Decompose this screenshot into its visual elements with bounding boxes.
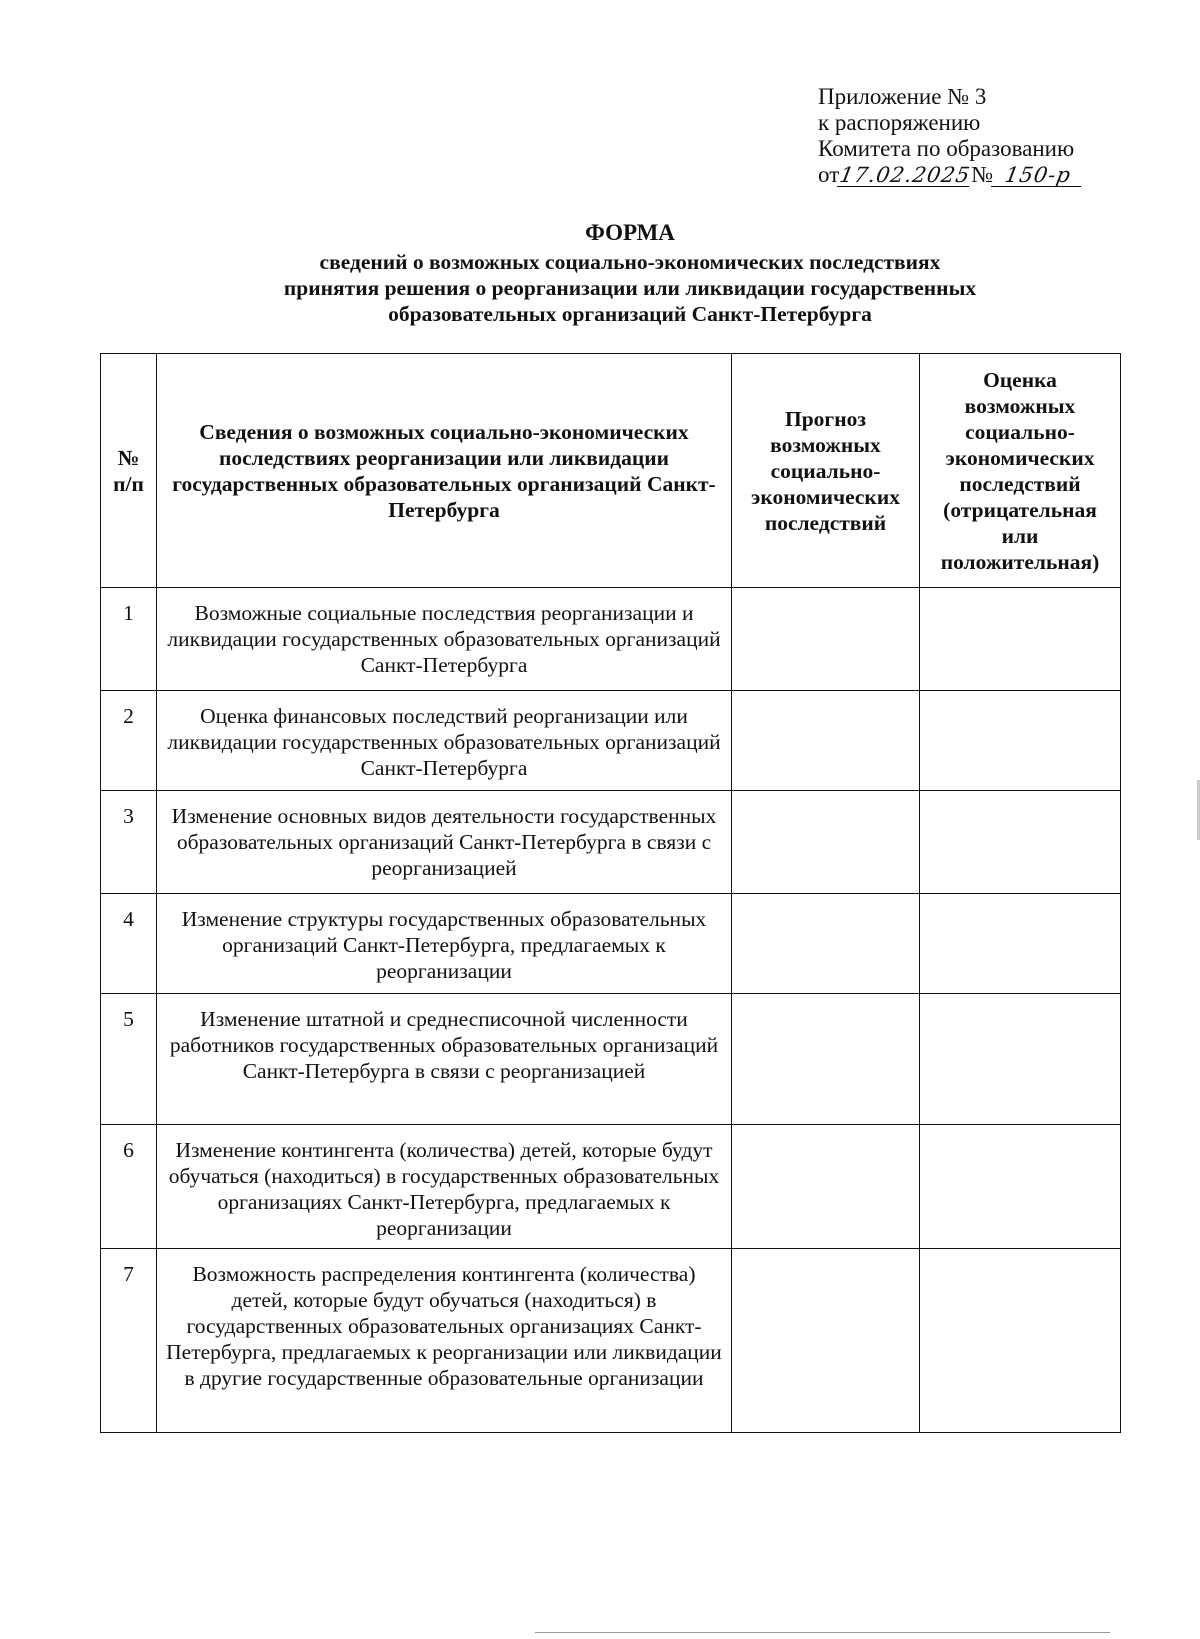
consequences-table	[100, 353, 1121, 1433]
row-forecast-cell[interactable]	[732, 994, 920, 1125]
table-row	[101, 1125, 1121, 1249]
table-row	[101, 691, 1121, 791]
row-number: 5	[101, 994, 157, 1125]
table-header-row	[101, 354, 1121, 588]
row-forecast-cell[interactable]	[732, 1125, 920, 1249]
row-text: Возможность распределения контингента (количества) детей, которые будут обучаться (находиться) в государственных образовательных организациях Санкт-Петербурга, предлагаемых к реорганизации или ликвидации в другие государственные образовательные организации	[157, 1249, 732, 1433]
row-text: Изменение контингента (количества) детей, которые будут обучаться (находиться) в государственных образовательных организациях Санкт-Петербурга, предлагаемых к реорганизации	[157, 1125, 732, 1249]
row-assessment-cell[interactable]	[920, 894, 1121, 994]
row-number: 4	[101, 894, 157, 994]
form-subtitle-line-1: сведений о возможных социально-экономических последствиях	[319, 250, 941, 274]
appendix-committee: Комитета по образованию	[818, 136, 1075, 161]
table-row	[101, 1249, 1121, 1433]
appendix-date-number-line	[818, 162, 1178, 188]
row-text: Изменение основных видов деятельности государственных образовательных организаций Санкт-Петербурга в связи с реорганизацией	[157, 791, 732, 894]
scan-bottom-rule	[535, 1632, 1110, 1633]
header-info: Сведения о возможных социально-экономических последствиях реорганизации или ликвидации государственных образовательных организаций Санкт-Петербурга	[157, 354, 732, 588]
appendix-order-ref: к распоряжению	[818, 110, 981, 135]
handwritten-number: 150-р	[991, 164, 1085, 187]
row-text: Изменение штатной и среднесписочной численности работников государственных образовательных организаций Санкт-Петербурга в связи с реорганизацией	[157, 994, 732, 1125]
row-forecast-cell[interactable]	[732, 791, 920, 894]
form-heading: ФОРМА	[585, 220, 675, 245]
table-row	[101, 994, 1121, 1125]
header-forecast: Прогноз возможных социально-экономических последствий	[732, 354, 920, 588]
form-title-block	[150, 220, 1110, 327]
row-text: Оценка финансовых последствий реорганизации или ликвидации государственных образовательных организаций Санкт-Петербурга	[157, 691, 732, 791]
row-assessment-cell[interactable]	[920, 791, 1121, 894]
row-assessment-cell[interactable]	[920, 588, 1121, 691]
table-row	[101, 791, 1121, 894]
row-assessment-cell[interactable]	[920, 1249, 1121, 1433]
row-number: 1	[101, 588, 157, 691]
appendix-title: Приложение № 3	[818, 84, 987, 109]
handwritten-date: 17.02.2025	[838, 163, 973, 187]
table-row	[101, 588, 1121, 691]
row-number: 6	[101, 1125, 157, 1249]
header-number: № п/п	[101, 354, 157, 588]
date-prefix: от	[818, 162, 840, 187]
row-assessment-cell[interactable]	[920, 691, 1121, 791]
row-number: 3	[101, 791, 157, 894]
appendix-block	[818, 84, 1178, 188]
row-text: Изменение структуры государственных образовательных организаций Санкт-Петербурга, предлагаемых к реорганизации	[157, 894, 732, 994]
number-prefix: №	[971, 162, 994, 187]
table-row	[101, 894, 1121, 994]
row-forecast-cell[interactable]	[732, 691, 920, 791]
row-number: 7	[101, 1249, 157, 1433]
form-subtitle-line-2: принятия решения о реорганизации или ликвидации государственных	[283, 276, 977, 300]
row-assessment-cell[interactable]	[920, 994, 1121, 1125]
row-assessment-cell[interactable]	[920, 1125, 1121, 1249]
header-assessment: Оценка возможных социально-экономических последствий (отрицательная или положительная)	[920, 354, 1121, 588]
row-forecast-cell[interactable]	[732, 894, 920, 994]
row-forecast-cell[interactable]	[732, 588, 920, 691]
form-subtitle-line-3: образовательных организаций Санкт-Петербурга	[388, 302, 872, 326]
row-forecast-cell[interactable]	[732, 1249, 920, 1433]
row-number: 2	[101, 691, 157, 791]
row-text: Возможные социальные последствия реорганизации и ликвидации государственных образовательных организаций Санкт-Петербурга	[157, 588, 732, 691]
